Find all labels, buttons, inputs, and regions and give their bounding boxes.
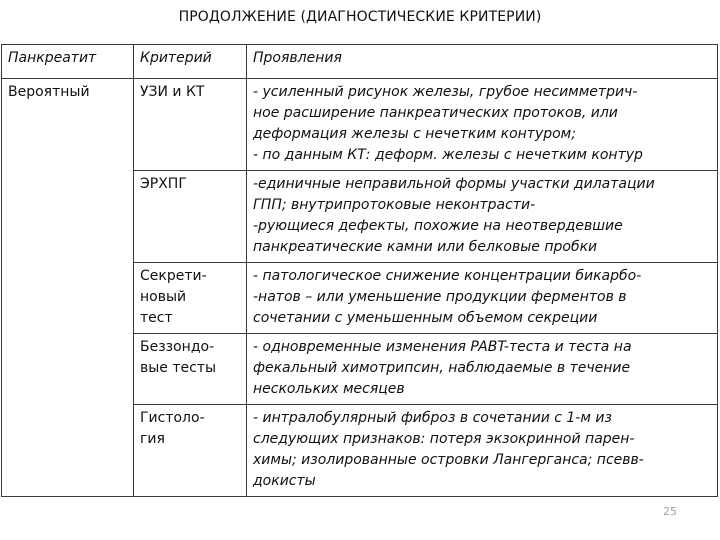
manifestation-line: - по данным КТ: деформ. железы с нечетким контур [253,147,643,163]
manifestation-line: химы; изолированные островки Лангерганса; псевв- [253,452,644,468]
criterion-line: ЭРХПГ [140,176,187,192]
criterion-line: Секрети- [140,268,207,284]
criterion-cell [134,171,247,263]
criterion-line: гия [140,431,165,447]
manifestation-cell [247,405,718,497]
criterion-cell [134,263,247,334]
group-label-probable: Вероятный [2,79,134,497]
manifestation-line: ное расширение панкреатических протоков, или [253,105,618,121]
criterion-cell [134,334,247,405]
manifestation-line: - усиленный рисунок железы, грубое несимметрич- [253,84,638,100]
criterion-cell [134,405,247,497]
criterion-line: тест [140,310,173,326]
manifestation-line: докисты [253,473,316,489]
manifestation-cell [247,171,718,263]
manifestation-line: ГПП; внутрипротоковые неконтрасти- [253,197,536,213]
manifestation-line: следующих признаков: потеря экзокринной парен- [253,431,635,447]
manifestation-line: сочетании с уменьшенным объемом секреции [253,310,598,326]
criterion-line: вые тесты [140,360,217,376]
criterion-line: Беззондо- [140,339,215,355]
manifestation-cell [247,263,718,334]
manifestation-cell [247,334,718,405]
header-manifestations: Проявления [247,45,718,79]
manifestation-line: -натов – или уменьшение продукции ферментов в [253,289,627,305]
manifestation-line: - одновременные изменения PABT-теста и теста на [253,339,632,355]
manifestation-line: -единичные неправильной формы участки дилатации [253,176,655,192]
criterion-line: УЗИ и КТ [140,84,205,100]
manifestation-line: нескольких месяцев [253,381,405,397]
manifestation-line: -рующиеся дефекты, похожие на неотвердевшие [253,218,623,234]
slide-title: ПРОДОЛЖЕНИЕ (ДИАГНОСТИЧЕСКИЕ КРИТЕРИИ) [178,9,542,25]
manifestation-cell [247,79,718,171]
manifestation-line: панкреатические камни или белковые пробки [253,239,598,255]
criterion-cell [134,79,247,171]
criterion-line: Гистоло- [140,410,205,426]
manifestation-line: деформация железы с нечетким контуром; [253,126,576,142]
criterion-line: новый [140,289,187,305]
diagnostic-criteria-table [1,44,718,497]
manifestation-line: - интралобулярный фиброз в сочетании с 1-м из [253,410,612,426]
manifestation-line: - патологическое снижение концентрации бикарбо- [253,268,642,284]
header-pancreatitis: Панкреатит [2,45,134,79]
manifestation-line: фекальный химотрипсин, наблюдаемые в течение [253,360,631,376]
header-criterion: Критерий [134,45,247,79]
table-header-row [2,45,718,79]
table-row [2,79,718,171]
page-number: 25 [663,505,677,518]
